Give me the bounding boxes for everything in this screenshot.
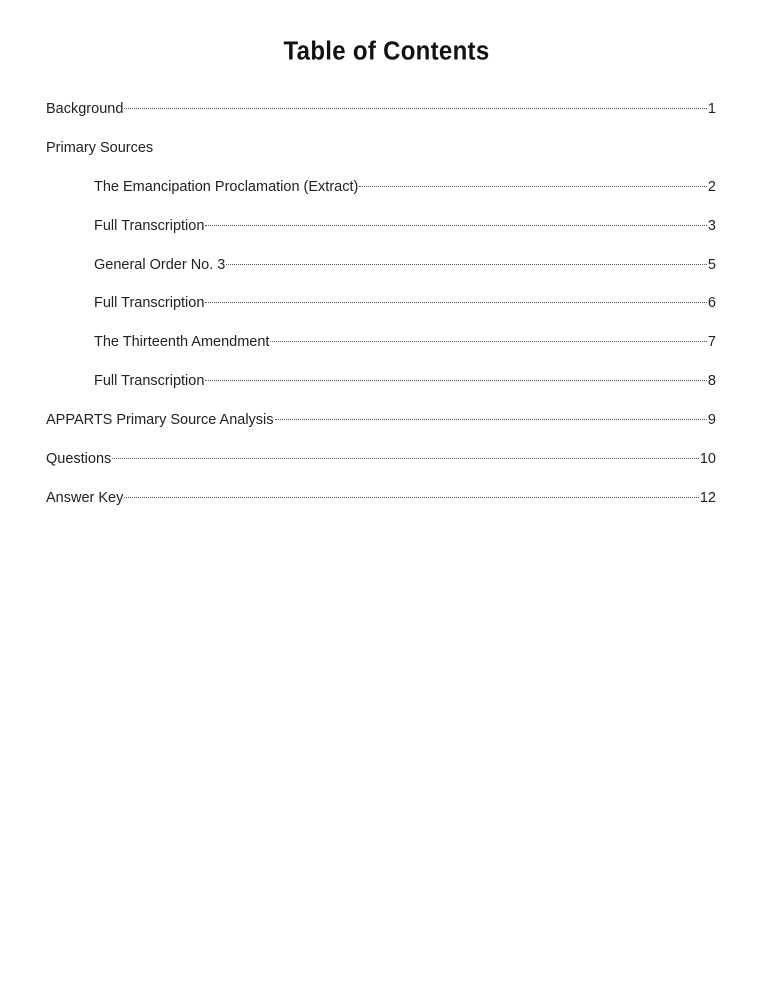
toc-entry-label: Questions [46, 451, 112, 468]
toc-section-label: Primary Sources [46, 139, 154, 156]
toc-page-number: 9 [707, 412, 716, 429]
toc-entry-apparts-analysis[interactable] [46, 409, 716, 448]
dot-leader [124, 108, 707, 109]
toc-entry-answer-key[interactable] [46, 487, 716, 526]
dot-leader [124, 497, 698, 498]
dot-leader [359, 186, 707, 187]
table-of-contents [46, 98, 716, 526]
toc-page-number: 6 [707, 295, 716, 312]
toc-entry-label: Full Transcription [94, 373, 205, 390]
toc-entry-label: General Order No. 3 [94, 256, 226, 273]
toc-page-number: 10 [699, 451, 716, 468]
dot-leader [205, 302, 707, 303]
toc-entry-thirteenth-amendment[interactable] [46, 331, 716, 370]
toc-entry-full-transcription-1[interactable] [46, 215, 716, 254]
toc-section-primary-sources [46, 137, 716, 176]
toc-entry-general-order[interactable] [46, 254, 716, 293]
dot-leader [112, 458, 699, 459]
toc-entry-full-transcription-3[interactable] [46, 370, 716, 409]
toc-page-number: 2 [707, 178, 716, 195]
toc-entry-label: Answer Key [46, 489, 124, 506]
toc-page-number: 3 [707, 217, 716, 234]
toc-page-number: 7 [707, 334, 716, 351]
dot-leader [205, 225, 707, 226]
toc-entry-questions[interactable] [46, 448, 716, 487]
toc-entry-label: APPARTS Primary Source Analysis [46, 412, 274, 429]
dot-leader [226, 264, 707, 265]
dot-leader [205, 380, 707, 381]
toc-entry-label: The Thirteenth Amendment [94, 334, 270, 351]
toc-page-number: 12 [699, 489, 716, 506]
toc-entry-label: Full Transcription [94, 217, 205, 234]
toc-entry-label: The Emancipation Proclamation (Extract) [94, 178, 359, 195]
dot-leader [275, 419, 707, 420]
page-title: Table of Contents [283, 36, 490, 67]
toc-entry-emancipation-proclamation[interactable] [46, 176, 716, 215]
toc-page-number: 5 [707, 256, 716, 273]
toc-entry-label: Background [46, 101, 124, 117]
dot-leader [270, 341, 706, 342]
toc-page-number: 8 [707, 373, 716, 390]
toc-entry-label: Full Transcription [94, 295, 205, 312]
toc-entry-background[interactable] [46, 98, 716, 137]
toc-page-number: 1 [707, 101, 716, 117]
toc-entry-full-transcription-2[interactable] [46, 292, 716, 331]
